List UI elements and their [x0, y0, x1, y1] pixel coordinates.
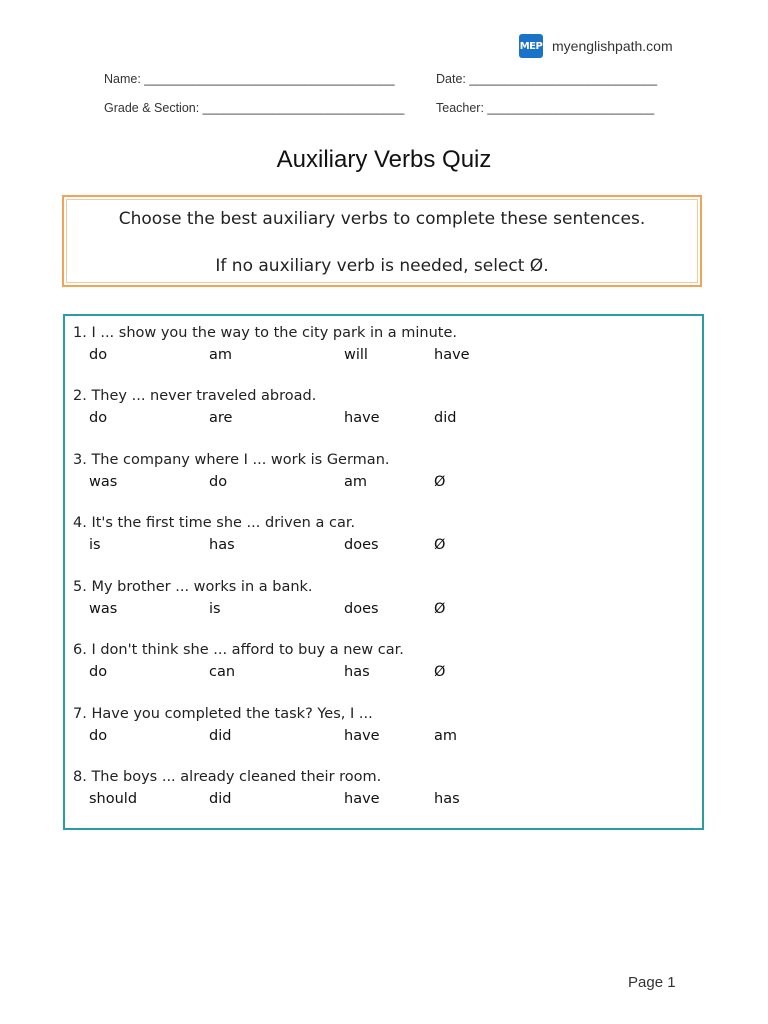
option-b[interactable]: did: [209, 791, 232, 807]
question-text: 8. The boys ... already cleaned their room.: [73, 769, 382, 785]
question-text: 4. It's the first time she ... driven a car.: [73, 515, 356, 531]
question-2: [73, 388, 693, 430]
question-4: [73, 515, 693, 557]
question-text: 6. I don't think she ... afford to buy a new car.: [73, 642, 404, 658]
option-a[interactable]: is: [89, 537, 101, 553]
option-a[interactable]: was: [89, 474, 118, 490]
answer-options: [73, 537, 693, 557]
teacher-field[interactable]: Teacher: ________________________: [436, 101, 655, 115]
option-c[interactable]: have: [344, 410, 380, 426]
option-b[interactable]: am: [209, 347, 233, 363]
grade-section-field[interactable]: Grade & Section: _____________________________: [104, 101, 405, 115]
question-6: [73, 642, 693, 684]
option-a[interactable]: do: [89, 664, 108, 680]
question-7: [73, 706, 693, 748]
option-c[interactable]: does: [344, 537, 379, 553]
option-a[interactable]: was: [89, 601, 118, 617]
question-3: [73, 452, 693, 494]
option-d[interactable]: Ø: [434, 601, 446, 617]
option-b[interactable]: are: [209, 410, 233, 426]
option-a[interactable]: do: [89, 410, 108, 426]
logo-badge: MEP: [519, 34, 543, 58]
option-b[interactable]: can: [209, 664, 236, 680]
page-title: Auxiliary Verbs Quiz: [276, 146, 492, 173]
page-number: Page 1: [628, 974, 676, 991]
option-b[interactable]: has: [209, 537, 235, 553]
answer-options: [73, 347, 693, 367]
answer-options: [73, 601, 693, 621]
site-url: myenglishpath.com: [552, 38, 673, 54]
option-d[interactable]: Ø: [434, 664, 446, 680]
instruction-line-1: Choose the best auxiliary verbs to complete these sentences.: [118, 209, 646, 229]
site-logo: [519, 34, 673, 58]
answer-options: [73, 410, 693, 430]
option-a[interactable]: do: [89, 347, 108, 363]
answer-options: [73, 728, 693, 748]
instruction-line-2: If no auxiliary verb is needed, select Ø.: [215, 256, 549, 276]
option-d[interactable]: has: [434, 791, 460, 807]
name-field[interactable]: Name: ____________________________________: [104, 72, 395, 86]
option-d[interactable]: Ø: [434, 537, 446, 553]
option-c[interactable]: have: [344, 791, 380, 807]
question-text: 3. The company where I ... work is German.: [73, 452, 390, 468]
quiz-box: [63, 314, 704, 830]
date-field[interactable]: Date: ___________________________: [436, 72, 658, 86]
answer-options: [73, 791, 693, 811]
option-c[interactable]: am: [344, 474, 368, 490]
question-text: 1. I ... show you the way to the city park in a minute.: [73, 325, 458, 341]
option-d[interactable]: Ø: [434, 474, 446, 490]
instructions-box: [62, 195, 702, 287]
option-c[interactable]: have: [344, 728, 380, 744]
question-1: [73, 325, 693, 367]
option-c[interactable]: does: [344, 601, 379, 617]
answer-options: [73, 474, 693, 494]
option-a[interactable]: do: [89, 728, 108, 744]
question-5: [73, 579, 693, 621]
question-text: 7. Have you completed the task? Yes, I ...: [73, 706, 373, 722]
question-text: 5. My brother ... works in a bank.: [73, 579, 313, 595]
option-c[interactable]: has: [344, 664, 370, 680]
option-d[interactable]: have: [434, 347, 470, 363]
option-c[interactable]: will: [344, 347, 368, 363]
option-b[interactable]: is: [209, 601, 221, 617]
option-b[interactable]: do: [209, 474, 228, 490]
question-text: 2. They ... never traveled abroad.: [73, 388, 317, 404]
option-a[interactable]: should: [89, 791, 138, 807]
option-b[interactable]: did: [209, 728, 232, 744]
question-8: [73, 769, 693, 811]
option-d[interactable]: am: [434, 728, 458, 744]
option-d[interactable]: did: [434, 410, 457, 426]
answer-options: [73, 664, 693, 684]
